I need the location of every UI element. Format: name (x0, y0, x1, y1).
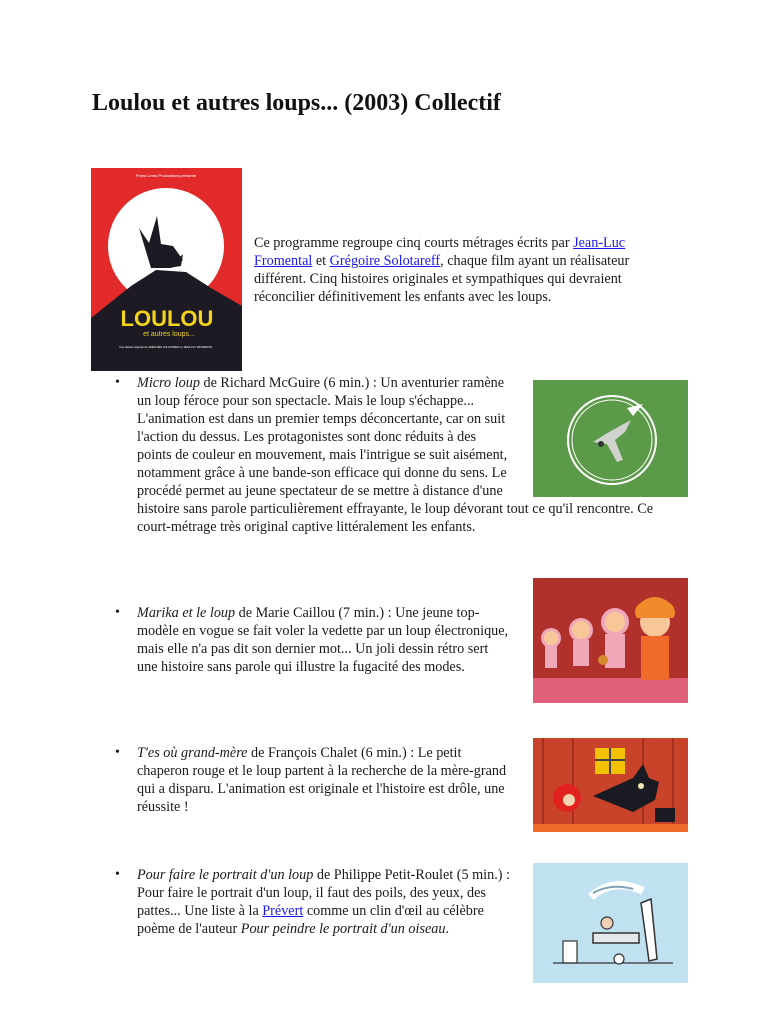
film-description: de François Chalet (6 min.) : Le petit chaperon rouge et le loup partent à la recherche de la mère-grand qui a disparu. L'animation est originale et l'histoire est drôle, une réussite ! (137, 745, 507, 815)
list-item (137, 374, 672, 536)
poster-subtitle: et autres loups... (143, 331, 195, 338)
image-spacer (512, 866, 672, 984)
film-title: T'es où grand-mère (137, 745, 248, 761)
movie-poster-image (91, 168, 242, 371)
film-title: Micro loup (137, 375, 200, 391)
poster-title: LOULOU (120, 306, 214, 331)
film-description: de Marie Caillou (7 min.) : Une jeune top-modèle en vogue se fait voler la vedette par un loup électronique, mais elle n'a pas dit son dernier mot... Un joli dessin rétro sert une histoire sans parole qui illustre la fugacité des modes. (137, 605, 509, 675)
film-description: de Philippe Petit-Roulet (5 min.) : Pour faire le portrait d'un loup, il faut des poils, des yeux, des pattes... Une liste à la (137, 867, 510, 919)
link-jean-luc-fromental[interactable]: Jean-Luc Fromental (254, 235, 626, 269)
list-item (137, 866, 672, 984)
intro-text: Ce programme regroupe cinq courts métrages écrits par (254, 235, 574, 251)
intro-text: et (312, 253, 330, 269)
film-description: de Richard McGuire (6 min.) : Un aventurier ramène un loup féroce pour son spectacle. Mais le loup s'échappe... L'animation est dans un premier temps déconcertante, car on suit l'action du dessus. Les protagonistes sont donc réduits à des points de couleur en mouvement, mais l'intrigue se suit aisément, notamment grâce à une bande-son efficace qui donne du sens. Le procédé permet au jeune spectateur de se mettre à distance d'une histoire sans parole particulièrement effrayante, le loup dévorant tout ce qu'il rencontre. Ce court-métrage très original captive littéralement les enfants. (137, 375, 654, 535)
image-spacer (512, 374, 672, 498)
intro-text: , chaque film ayant un réalisateur différent. Cinq histoires originales et sympathiques qui devraient réconcilier définitivement les enfants avec les loups. (254, 253, 630, 305)
film-description: . (445, 921, 450, 937)
page-title: Loulou et autres loups... (2003) Collectif (92, 90, 501, 116)
link-gregoire-solotareff[interactable]: Grégoire Solotareff (329, 253, 441, 269)
image-spacer (512, 744, 672, 836)
intro-paragraph (254, 234, 674, 306)
poster-credits: Une histoire originale de GRÉGOIRE SOLOTAREFF et JEAN-LUC FROMENTAL (119, 346, 213, 349)
film-title: Pour faire le portrait d'un loup (137, 867, 314, 883)
film-title: Marika et le loup (137, 605, 236, 621)
poem-title: Pour peindre le portrait d'un oiseau (240, 921, 446, 937)
list-item (137, 604, 672, 714)
list-item (137, 744, 672, 836)
link-prevert[interactable]: Prévert (262, 903, 304, 919)
image-spacer (512, 604, 672, 714)
film-description: comme un clin d'œil au célèbre poème de l'auteur (137, 903, 484, 937)
poster-top-text: Prima Linea Productions présente (135, 173, 197, 178)
